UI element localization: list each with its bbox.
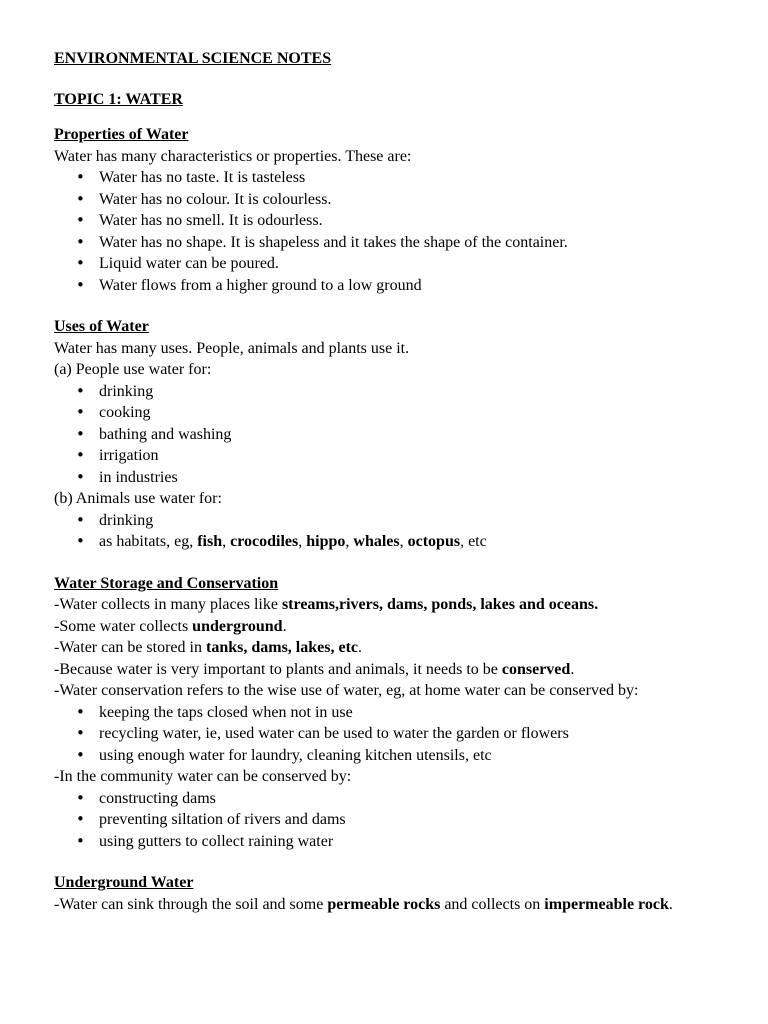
list-item-habitats: • as habitats, eg, fish, crocodiles, hippo, whales, octopus, etc xyxy=(54,531,714,553)
storage-section xyxy=(54,573,714,853)
list-item: • constructing dams xyxy=(54,788,714,810)
list-item: • in industries xyxy=(54,467,714,489)
community-conservation-list xyxy=(54,788,714,853)
animal-uses-list xyxy=(54,510,714,553)
home-conservation-list xyxy=(54,702,714,767)
people-label: (a) People use water for: xyxy=(54,361,212,378)
properties-intro: Water has many characteristics or properties. These are: xyxy=(54,147,412,165)
properties-heading: Properties of Water xyxy=(54,126,189,143)
underground-heading: Underground Water xyxy=(54,874,194,891)
list-item: • irrigation xyxy=(54,445,714,467)
storage-line-2: -Some water collects underground. xyxy=(54,617,287,635)
storage-line-5: -Water conservation refers to the wise use of water, eg, at home water can be conserved by: xyxy=(54,682,639,699)
underground-paragraph: -Water can sink through the soil and some permeable rocks and collects on impermeable rock. xyxy=(54,895,673,913)
storage-line-4: -Because water is very important to plants and animals, it needs to be conserved. xyxy=(54,660,575,678)
list-item: • Liquid water can be poured. xyxy=(54,253,714,275)
uses-heading: Uses of Water xyxy=(54,318,149,335)
list-item: • keeping the taps closed when not in use xyxy=(54,702,714,724)
list-item: • Water has no shape. It is shapeless and it takes the shape of the container. xyxy=(54,232,714,254)
properties-section xyxy=(54,124,714,296)
underground-section xyxy=(54,872,714,915)
uses-intro: Water has many uses. People, animals and plants use it. xyxy=(54,339,410,357)
list-item: • drinking xyxy=(54,381,714,403)
list-item: • cooking xyxy=(54,402,714,424)
list-item: • using gutters to collect raining water xyxy=(54,831,714,853)
animals-label: (b) Animals use water for: xyxy=(54,490,222,507)
list-item: • recycling water, ie, used water can be used to water the garden or flowers xyxy=(54,723,714,745)
list-item: • Water has no colour. It is colourless. xyxy=(54,189,714,211)
properties-list xyxy=(54,167,714,296)
storage-line-1: -Water collects in many places like streams,rivers, dams, ponds, lakes and oceans. xyxy=(54,596,599,613)
topic-heading: TOPIC 1: WATER xyxy=(54,90,183,108)
notes-page xyxy=(54,48,714,915)
community-label: -In the community water can be conserved by: xyxy=(54,768,352,785)
list-item: • drinking xyxy=(54,510,714,532)
list-item: • Water has no smell. It is odourless. xyxy=(54,210,714,232)
document-title: ENVIRONMENTAL SCIENCE NOTES xyxy=(54,50,332,67)
list-item: • bathing and washing xyxy=(54,424,714,446)
list-item: • Water flows from a higher ground to a low ground xyxy=(54,275,714,297)
list-item: • preventing siltation of rivers and dams xyxy=(54,809,714,831)
people-uses-list xyxy=(54,381,714,489)
list-item: • Water has no taste. It is tasteless xyxy=(54,167,714,189)
storage-heading: Water Storage and Conservation xyxy=(54,574,279,592)
list-item: • using enough water for laundry, cleaning kitchen utensils, etc xyxy=(54,745,714,767)
uses-section xyxy=(54,316,714,553)
storage-line-3: -Water can be stored in tanks, dams, lakes, etc. xyxy=(54,639,362,656)
